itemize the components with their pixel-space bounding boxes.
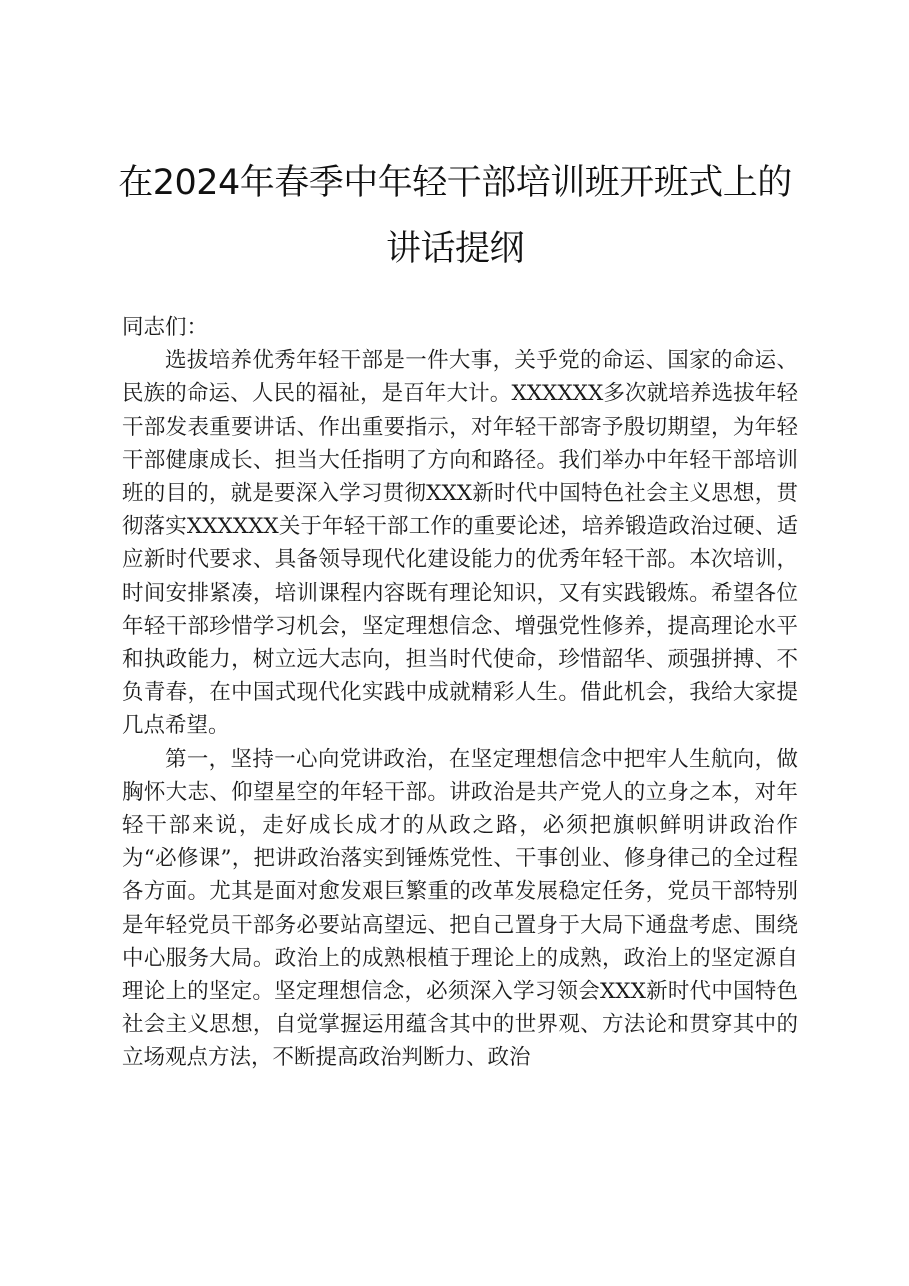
salutation: 同志们：: [122, 315, 209, 340]
document-body: [122, 311, 798, 1075]
paragraph-intro: 选拔培养优秀年轻干部是一件大事，关乎党的命运、国家的命运、民族的命运、人民的福祉，是百年大计。XXXXXX多次就培养选拔年轻干部发表重要讲话、作出重要指示，对年轻干部寄予殷切期望，为年轻干部健康成长、担当大任指明了方向和路径。我们举办中年轻干部培训班的目的，就是要深入学习贯彻XXX新时代中国特色社会主义思想，贯彻落实XXXXXX关于年轻干部工作的重要论述，培养锻造政治过硬、适应新时代要求、具备领导现代化建设能力的优秀年轻干部。本次培训，时间安排紧凑，培训课程内容既有理论知识，又有实践锻炼。希望各位年轻干部珍惜学习机会，坚定理想信念、增强党性修养，提高理论水平和执政能力，树立远大志向，担当时代使命，珍惜韶华、顽强拼搏、不负青春，在中国式现代化实践中成就精彩人生。借此机会，我给大家提几点希望。: [122, 348, 798, 739]
paragraph-first-point: 第一，坚持一心向党讲政治，在坚定理想信念中把牢人生航向，做胸怀大志、仰望星空的年轻干部。讲政治是共产党人的立身之本，对年轻干部来说，走好成长成才的从政之路，必须把旗帜鲜明讲政治作为“必修课”，把讲政治落实到锤炼党性、干事创业、修身律己的全过程各方面。尤其是面对愈发艰巨繁重的改革发展稳定任务，党员干部特别是年轻党员干部务必要站高望远、把自己置身于大局下通盘考虑、围绕中心服务大局。政治上的成熟根植于理论上的成熟，政治上的坚定源自理论上的坚定。坚定理想信念，必须深入学习领会XXX新时代中国特色社会主义思想，自觉掌握运用蕴含其中的世界观、方法论和贯穿其中的立场观点方法，不断提高政治判断力、政治: [122, 746, 798, 1071]
document-title: 在2024年春季中年轻干部培训班开班式上的讲话提纲: [118, 163, 792, 269]
